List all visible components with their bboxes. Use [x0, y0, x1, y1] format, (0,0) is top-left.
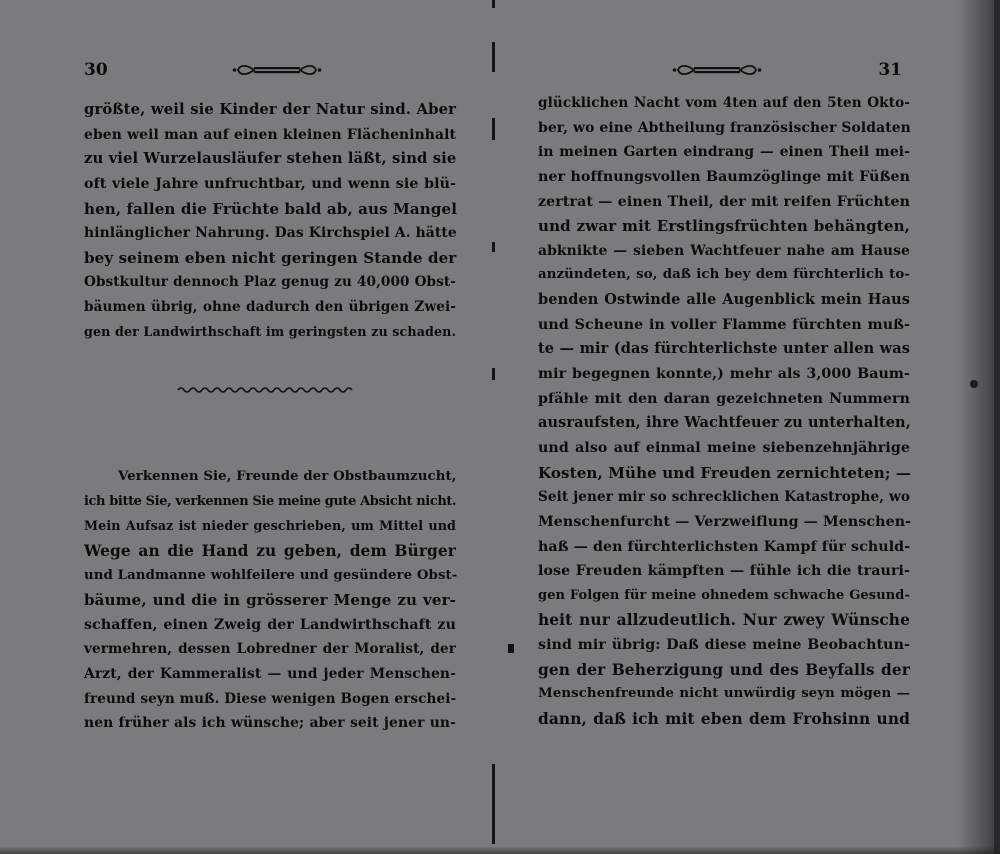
text-line: glücklichen Nacht vom 4ten auf den 5ten Okto- — [538, 95, 910, 111]
text-line: benden Ostwinde alle Augenblick mein Haus — [538, 291, 910, 309]
text-line: ausraufsten, ihre Wachtfeuer zu unterhalten, — [538, 414, 911, 432]
text-line: zertrat — einen Theil, der mit reifen Früchten — [538, 193, 910, 210]
text-line: mir begegnen konnte,) mehr als 3,000 Baum- — [538, 366, 910, 383]
gutter-mark — [492, 0, 495, 8]
text-line: Menschenfurcht — Verzweiflung — Menschen- — [538, 513, 912, 530]
text-line: ber, wo eine Abtheilung französischer Soldaten — [538, 119, 911, 136]
gutter-mark — [492, 118, 495, 140]
gutter-mark — [492, 368, 495, 380]
text-line: sind mir übrig: Daß diese meine Beobachtun- — [538, 637, 910, 654]
text-line: gen Folgen für meine ohnedem schwache Gesund- — [538, 587, 910, 603]
gutter-mark — [492, 764, 495, 844]
text-line: abknikte — sieben Wachtfeuer nahe am Hause — [538, 242, 910, 259]
text-line: größte, weil sie Kinder der Natur sind. Aber — [84, 101, 456, 118]
text-line: Kosten, Mühe und Freuden zernichteten; — — [538, 463, 912, 482]
gutter-mark — [492, 242, 495, 252]
text-line: gen der Landwirthschaft im geringsten zu schaden. — [84, 323, 456, 339]
text-line: und Scheune in voller Flamme fürchten muß- — [538, 316, 910, 333]
text-line: lose Freuden kämpften — fühle ich die trauri- — [538, 563, 910, 580]
paragraph-right — [538, 91, 910, 732]
text-line: und zwar mit Erstlingsfrüchten behängten, — [538, 217, 910, 236]
text-line: nen früher als ich wünsche; aber seit jener un- — [84, 715, 456, 732]
text-line: Mein Aufsaz ist nieder geschrieben, um Mittel und — [84, 518, 456, 534]
text-line: heit nur allzudeutlich. Nur zwey Wünsche — [538, 611, 910, 630]
text-line: vermehren, dessen Lobredner der Moralist, der — [84, 641, 456, 658]
text-line: hinlänglicher Nahrung. Das Kirchspiel A. hätte — [84, 225, 457, 242]
page-edge — [994, 0, 1000, 854]
text-line: Arzt, der Kammeralist — und jeder Menschen- — [84, 666, 456, 683]
printer-flourish-icon — [672, 62, 762, 78]
text-line: bäumen übrig, ohne dadurch den übrigen Zwei- — [84, 299, 456, 316]
text-line: Obstkultur dennoch Plaz genug zu 40,000 Obst- — [84, 274, 456, 291]
text-line: Menschenfreunde nicht unwürdig seyn mögen — — [538, 686, 910, 702]
page-number-left: 30 — [84, 60, 108, 80]
text-line: anzündeten, so, daß ich bey dem fürchterlich to- — [538, 267, 910, 283]
book-gutter — [492, 0, 495, 854]
text-line: ich bitte Sie, verkennen Sie meine gute Absicht nicht. — [84, 493, 457, 509]
text-line: ner hoffnungsvollen Baumzöglinge mit Füßen — [538, 168, 910, 185]
text-line: in meinen Garten eindrang — einen Theil mei- — [538, 144, 910, 161]
text-line: te — mir (das fürchterlichste unter allen was — [538, 340, 910, 358]
margin-ink-mark — [508, 644, 514, 653]
text-line: bäume, und die in grösserer Menge zu ver- — [84, 591, 456, 610]
gutter-mark — [492, 42, 495, 72]
text-line: hen, fallen die Früchte bald ab, aus Mangel — [84, 199, 458, 218]
text-line: Wege an die Hand zu geben, dem Bürger — [84, 541, 456, 560]
text-line: und Landmanne wohlfeilere und gesündere Obst- — [84, 567, 458, 583]
text-line: Seit jener mir so schrecklichen Katastrophe, wo — [538, 489, 910, 506]
paragraph-bottom — [84, 465, 456, 736]
text-line: dann, daß ich mit eben dem Frohsinn und — [538, 710, 910, 729]
text-line: schaffen, einen Zweig der Landwirthschaft zu — [84, 616, 456, 633]
text-line: bey seinem eben nicht geringen Stande der — [84, 248, 457, 267]
text-line: zu viel Wurzelausläufer stehen läßt, sind sie — [84, 150, 457, 168]
text-line: gen der Beherzigung und des Beyfalls der — [538, 660, 910, 679]
text-line: Verkennen Sie, Freunde der Obstbaumzucht, — [118, 469, 457, 484]
text-line: oft viele Jahre unfruchtbar, und wenn sie blü- — [84, 175, 456, 192]
page-number-right: 31 — [878, 60, 902, 80]
page-bottom-edge — [0, 846, 1000, 854]
text-line: freund seyn muß. Diese wenigen Bogen erschei- — [84, 690, 457, 707]
printer-flourish-icon — [232, 62, 322, 78]
text-line: und also auf einmal meine siebenzehnjährige — [538, 439, 910, 456]
paragraph-top — [84, 98, 456, 344]
text-line: pfähle mit den daran gezeichneten Nummern — [538, 390, 910, 407]
text-line: haß — den fürchterlichsten Kampf für schuld- — [538, 538, 911, 555]
text-line: eben weil man auf einen kleinen Flächeninhalt — [84, 126, 456, 143]
wavy-rule-icon — [176, 384, 356, 396]
